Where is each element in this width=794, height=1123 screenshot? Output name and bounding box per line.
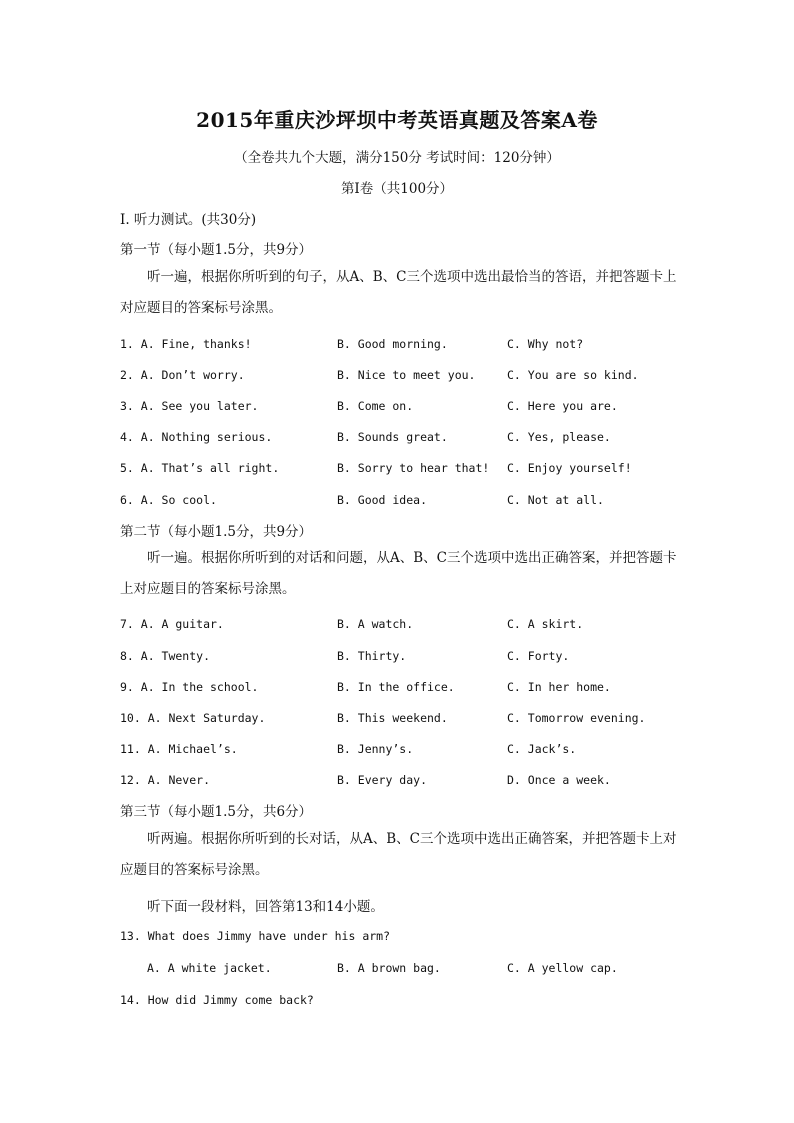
option-a: 12. A. Never. [120, 773, 211, 787]
question-14: 14. How did Jimmy come back? [120, 993, 314, 1007]
section2-heading: 第二节（每小题1.5分，共9分） [120, 524, 313, 540]
option-c: C. A yellow cap. [507, 961, 618, 975]
question-row [120, 773, 680, 793]
section1-heading: 第一节（每小题1.5分，共9分） [120, 242, 313, 258]
option-c: C. Why not? [507, 337, 584, 351]
exam-info: （全卷共九个大题，满分150分 考试时间：120分钟） [234, 150, 560, 166]
option-c: C. You are so kind. [507, 368, 639, 382]
part1-heading: I. 听力测试。(共30分) [120, 212, 257, 228]
question-row [120, 711, 680, 731]
option-b: B. A brown bag. [337, 961, 441, 975]
volume-heading: 第Ⅰ卷（共100分） [340, 181, 454, 197]
page-title: 2015年重庆沙坪坝中考英语真题及答案A卷 [196, 108, 598, 132]
option-a: 4. A. Nothing serious. [120, 430, 273, 444]
option-c: C. In her home. [507, 680, 611, 694]
question-row [120, 399, 680, 419]
option-a: 11. A. Michael’s. [120, 742, 238, 756]
option-a: 2. A. Don’t worry. [120, 368, 245, 382]
option-c: C. Not at all. [507, 493, 604, 507]
option-c: D. Once a week. [507, 773, 611, 787]
option-b: B. In the office. [337, 680, 455, 694]
option-b: B. Come on. [337, 399, 414, 413]
question-row [120, 649, 680, 669]
option-c: C. Enjoy yourself! [507, 461, 632, 475]
option-a: 5. A. That’s all right. [120, 461, 280, 475]
option-a: 8. A. Twenty. [120, 649, 211, 663]
question-row [120, 742, 680, 762]
option-b: B. Every day. [337, 773, 428, 787]
option-c: C. Here you are. [507, 399, 618, 413]
option-a: 3. A. See you later. [120, 399, 259, 413]
option-b: B. Good idea. [337, 493, 428, 507]
option-a: 7. A. A guitar. [120, 617, 224, 631]
question-row [120, 430, 680, 450]
option-a: 6. A. So cool. [120, 493, 217, 507]
option-b: B. Thirty. [337, 649, 407, 663]
question-row [120, 680, 680, 700]
question-13-options [147, 961, 667, 981]
option-b: B. Sorry to hear that! [337, 461, 490, 475]
option-c: C. Tomorrow evening. [507, 711, 646, 725]
question-row [120, 461, 680, 481]
section3-heading: 第三节（每小题1.5分，共6分） [120, 804, 313, 820]
option-b: B. A watch. [337, 617, 414, 631]
question-row [120, 337, 680, 357]
option-b: B. This weekend. [337, 711, 448, 725]
option-a: 10. A. Next Saturday. [120, 711, 266, 725]
option-c: C. A skirt. [507, 617, 584, 631]
option-a: A. A white jacket. [147, 961, 272, 975]
option-c: C. Jack’s. [507, 742, 577, 756]
option-b: B. Good morning. [337, 337, 448, 351]
question-row [120, 368, 680, 388]
option-c: C. Yes, please. [507, 430, 611, 444]
question-row [120, 617, 680, 637]
option-b: B. Nice to meet you. [337, 368, 476, 382]
section2-instruction: 听一遍。根据你所听到的对话和问题，从A、B、C三个选项中选出正确答案，并把答题卡上对应题目的答案标号涂黑。 [120, 550, 677, 597]
option-b: B. Jenny’s. [337, 742, 414, 756]
section3-instruction: 听两遍。根据你所听到的长对话，从A、B、C三个选项中选出正确答案，并把答题卡上对应题目的答案标号涂黑。 [120, 831, 677, 878]
option-c: C. Forty. [507, 649, 570, 663]
option-a: 1. A. Fine, thanks! [120, 337, 252, 351]
question-13: 13. What does Jimmy have under his arm? [120, 929, 391, 943]
option-b: B. Sounds great. [337, 430, 448, 444]
question-row [120, 493, 680, 513]
section3-note: 听下面一段材料，回答第13和14小题。 [147, 899, 384, 915]
option-a: 9. A. In the school. [120, 680, 259, 694]
section1-instruction: 听一遍，根据你所听到的句子，从A、B、C三个选项中选出最恰当的答语，并把答题卡上对应题目的答案标号涂黑。 [120, 269, 677, 316]
